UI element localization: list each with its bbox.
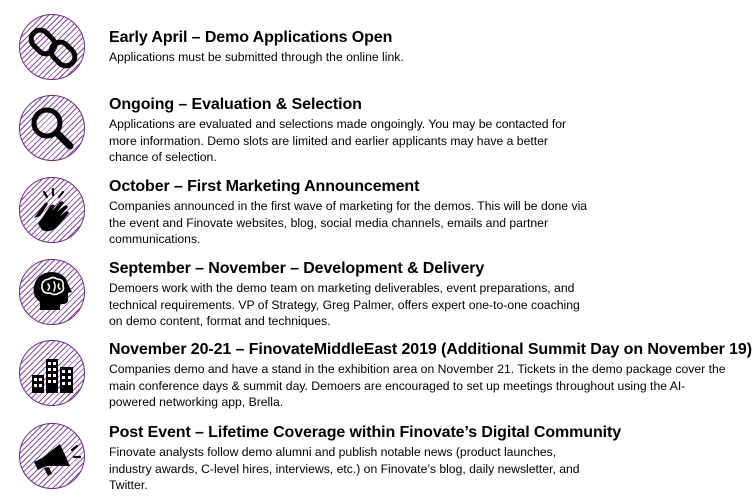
step-title: Ongoing – Evaluation & Selection [109, 96, 362, 113]
step-title: Early April – Demo Applications Open [109, 29, 393, 46]
step-title: November 20-21 – FinovateMiddleEast 2019 (Additional Summit Day on November 19) [109, 341, 752, 358]
step-title: October – First Marketing Announcement [109, 178, 420, 195]
city-buildings-icon [20, 341, 85, 406]
step-badge [19, 95, 85, 161]
step-badge [19, 177, 85, 243]
step-text [109, 423, 749, 494]
step-text [109, 95, 749, 166]
step-text [109, 259, 749, 330]
step-title: September – November – Development & Delivery [109, 260, 485, 277]
step-description: Applications must be submitted through the online link. [109, 50, 404, 64]
step-description: Finovate analysts follow demo alumni and publish notable news (product launches, industry awards, C-level hires, interviews, etc.) on Finovate’s blog, daily newsletter, and Twitter. [109, 445, 580, 492]
step-description: Demoers work with the demo team on marketing deliverables, event preparations, and technical requirements. VP of Strategy, Greg Palmer, offers expert one-to-one coaching on demo content, format and techniques. [109, 281, 580, 328]
step-description: Applications are evaluated and selections made ongoingly. You may be contacted for more information. Demo slots are limited and earlier applicants may have a better chance of selection. [109, 117, 567, 164]
step-text [109, 28, 749, 66]
step-text [109, 340, 752, 411]
brain-head-icon [20, 260, 85, 325]
step-description: Companies demo and have a stand in the exhibition area on November 21. Tickets in the demo package cover the main conference days & summit day. Demoers are encouraged to set up meetings throughout using the AI- powered networking app, Brella. [109, 362, 726, 409]
step-title: Post Event – Lifetime Coverage within Finovate’s Digital Community [109, 424, 622, 441]
chain-link-icon [20, 15, 85, 80]
step-badge [19, 259, 85, 325]
step-text [109, 177, 749, 248]
magnifying-glass-icon [20, 96, 85, 161]
step-description: Companies announced in the first wave of marketing for the demos. This will be done via the event and Finovate websites, blog, social media channels, emails and partner communications. [109, 199, 588, 246]
step-badge [19, 14, 85, 80]
clapping-hands-icon [20, 178, 85, 243]
step-badge [19, 340, 85, 406]
megaphone-icon [20, 424, 85, 489]
step-badge [19, 423, 85, 489]
